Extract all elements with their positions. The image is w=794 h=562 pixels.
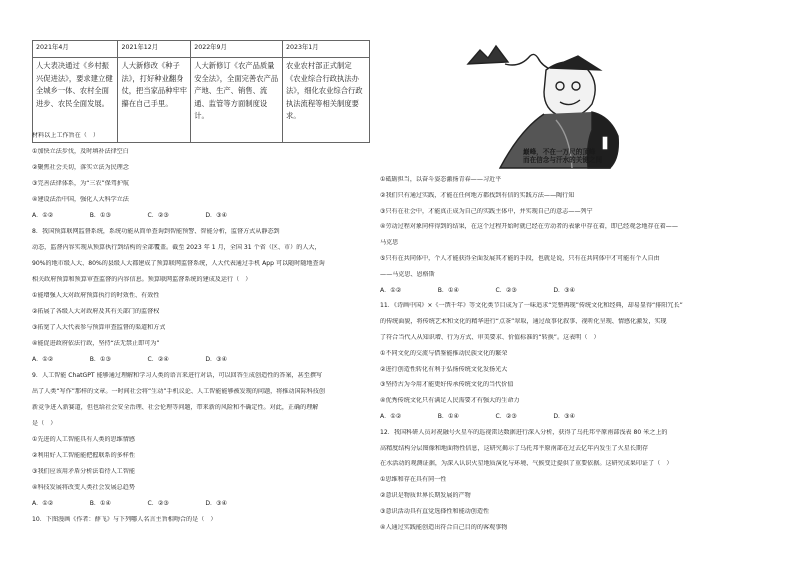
- cartoon-caption: [523, 148, 602, 164]
- text-line: 新竞争进入新赛道，但也给社会安全治理、社会伦理等问题，带来新的风险和不确定性。对此，正确的理解: [32, 404, 319, 411]
- text-line: ④建设法治中国，强化人大科学立法: [32, 196, 129, 203]
- text-line: ③意识活动具有直觉选择性和能动创造性: [380, 507, 490, 515]
- timeline-date: 2021年4月: [33, 41, 118, 58]
- text-line: A．①② B．①③ C．②④ D．③④: [32, 356, 228, 363]
- text-line: A．①② B．①④ C．②③ D．③④: [380, 286, 576, 294]
- timeline-date: 2021年12月: [118, 41, 191, 58]
- text-line: ③只有在社会中，才能真正成为自己的实践主体中，并实现自己的意志——列宁: [380, 207, 593, 215]
- text-line: ②利用好人工智能能把握联系的多样性: [32, 452, 135, 459]
- text-line: A．①② B．①④ C．②③ D．③④: [380, 413, 576, 420]
- text-line: 出了人类“写作”那样的文章。一时间社会将“生动”手机议论、人工智能能够被发现的问题，将推动国际科技创: [32, 388, 325, 395]
- text-line: ③完善法律体系，为“三农”保驾护航: [32, 180, 130, 187]
- text-line: ④能促进政府依法行政，坚持“法无禁止即可为”: [32, 340, 160, 347]
- cartoon-caption-line: 巅峰，不在一万尺的顶峰: [523, 148, 596, 156]
- text-line: 是（ ）: [32, 420, 57, 427]
- text-line: A．①② B．①④ C．②③ D．③④: [32, 500, 228, 507]
- text-line: ——马克思、恩格斯: [380, 270, 435, 278]
- text-line: 相关政府预算和预算审查监督的内容信息。预算联网监督系统的建成及运行（ ）: [32, 276, 252, 283]
- cartoon-caption-line: 而在信念与汗水的关键之间: [523, 156, 603, 164]
- text-line: 12．我国科研人员对祝融号火星车的巡视雷达数据进行深入分析，获得了乌托邦平原南部浅表 80 米之上的: [380, 428, 668, 436]
- text-line: A．①② B．①③ C．②③ D．③④: [32, 212, 228, 219]
- text-line: ⑤只有在共同体中，个人才能获得全面发展其才能的手段，也就是说，只有在共同体中才可能有个人自由: [380, 255, 660, 262]
- text-line: ③我们应该用矛盾分析法看待人工智能: [32, 468, 135, 475]
- text-line: 了符合当代人从知识增、行为方式、审美要求、价值标准的“转换”。这表明（ ）: [380, 334, 600, 341]
- text-line: ②意识是物质世界长期发展的产物: [380, 492, 471, 499]
- timeline-event: 农业农村部正式制定《农业综合行政执法办法》，细化农业综合行政执法流程等相关制度要求。: [282, 58, 369, 143]
- text-line: 9．人工智能 ChatGPT 能够通过理解和学习人类的语言来进行对话，可以回答生成创造性的答案，甚至撰写: [32, 372, 323, 379]
- text-line: ④科技发展将改变人类社会发展总趋势: [32, 484, 135, 491]
- text-line: 马克思: [380, 239, 399, 247]
- timeline-date: 2022年9月: [191, 41, 283, 58]
- text-line: 动态，监督内容实现从预算执行到结构的全部覆盖。截至 2023 年 1 月，全国 31 个省（区、市）的人大，: [32, 244, 321, 251]
- text-line: ②聚焦社会关切，落实立法为民理念: [32, 164, 129, 171]
- timeline-event: 人大新修订《农产品质量安全法》，全面完善农产品产地、生产、销售、流通、监管等方面制度设计。: [191, 58, 283, 143]
- text-line: ①加快立法步伐，及时填补法律空白: [32, 148, 129, 155]
- text-line: ②我们只有通过实践，才能在任何地方都找到有信的实践方法——陶行知: [380, 191, 575, 199]
- text-line: 10．下图漫画《作者：薛飞》与下列哪人名言主旨相吻合的是（ ）: [32, 516, 217, 523]
- text-line: 在水活动的观测证据，为深入认识火星地质演化与环境、气候变迁提供了重要依据。这研究成果印证了（ ）: [380, 460, 673, 468]
- text-line: ②拓展了各级人大对政府及其有关部门的监督权: [32, 308, 160, 315]
- text-line: ④劳动过程对象同样得到的结果，在这个过程开始时就已经在劳动者的表象中存在着，即已经观念地存在着——: [380, 223, 678, 231]
- text-line: 高精度结构分层图像和地面物性信息，这研究揭示了乌托邦平原南部在过去亿年内发生了火星长期存: [380, 444, 649, 452]
- text-line: 材料以上工作旨在（ ）: [32, 132, 100, 139]
- law-timeline-table: [32, 40, 370, 143]
- text-line: 11．《诗画中国》×《一馔千年》等文化类节目成为了一味追求“完整再现”传统文化和经典，却易显得“排阳冗长”: [380, 302, 683, 310]
- timeline-event: 人大表决通过《乡村振兴促进法》，要求建立健全城乡一体、农村全面进步、农民全面发展。: [33, 58, 118, 143]
- text-line: ①能增强人大对政府预算执行的时效性、有效性: [32, 292, 160, 299]
- text-line: ②进行创造性转化有利于弘扬传统文化发扬光大: [380, 365, 508, 373]
- timeline-event: 人大新修改《种子法》，打好种业翻身仗，把当家品种牢牢攥在自己手里。: [118, 58, 191, 143]
- text-line: ③拓宽了人大代表参与预算审查监督的渠道和方式: [32, 324, 166, 331]
- text-line: ④优秀传统文化只有满足人民需要才有强大的生命力: [380, 397, 520, 405]
- timeline-date: 2023年1月: [282, 41, 369, 58]
- text-line: ④人通过实践能创造出符合自己目的的客观事物: [380, 523, 508, 531]
- text-line: 的传统面貌，将传统艺术和文化的精华进行“点茶”翠取，通过故事化叙事、视听化呈现、情感化激发，实现: [380, 318, 667, 326]
- text-line: ①思维和存在具有同一性: [380, 476, 447, 484]
- text-line: ①砥砺担当，以奋斗姿态激扬青春——习近平: [380, 176, 502, 183]
- text-line: ①先进的人工智能具有人类的思维情感: [32, 436, 135, 443]
- text-line: ①不同文化的交流与借鉴能推动民族文化的繁荣: [380, 349, 508, 357]
- text-line: 90%的地市级人大、80%的县级人大都建成了预算联网监督系统，人大代表通过手机 App 可以随时随地查询: [32, 260, 325, 267]
- text-line: ③坚持古为今用才能更好传承传统文化的当代价值: [380, 381, 514, 389]
- text-line: 8．我国预算联网监督系统，系统功能从简单查询到智能预警、智能分析，监督方式从静态到: [32, 228, 280, 235]
